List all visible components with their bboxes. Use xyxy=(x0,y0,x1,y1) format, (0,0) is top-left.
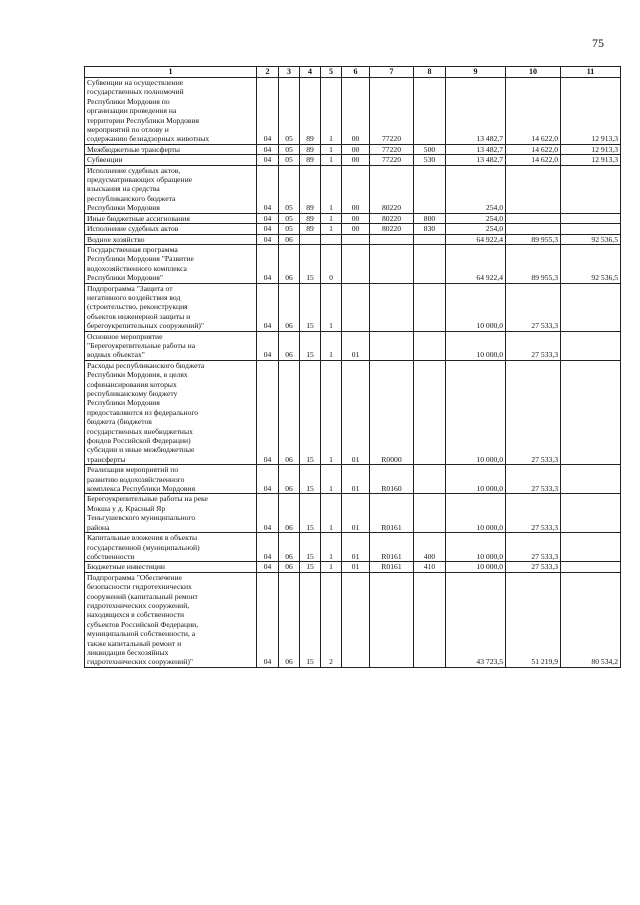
column-header: 7 xyxy=(370,67,414,78)
code-measure: 01 xyxy=(342,533,370,562)
row-name: Исполнение судебных актов xyxy=(85,224,257,234)
code-program: 15 xyxy=(300,244,321,283)
page-number: 75 xyxy=(592,36,604,50)
amount-year-2: 14 622,0 xyxy=(506,155,561,165)
code-subprogram: 0 xyxy=(321,244,342,283)
code-subsection: 05 xyxy=(279,78,300,145)
code-direction: R0160 xyxy=(370,465,414,494)
code-subprogram: 1 xyxy=(321,78,342,145)
amount-year-2 xyxy=(506,224,561,234)
amount-year-1: 10 000,0 xyxy=(446,283,506,331)
amount-year-1: 254,0 xyxy=(446,213,506,223)
code-expense-type xyxy=(414,465,446,494)
code-subsection: 05 xyxy=(279,165,300,213)
amount-year-1: 43 723,5 xyxy=(446,572,506,667)
code-program: 15 xyxy=(300,331,321,360)
code-program: 15 xyxy=(300,494,321,533)
table-row xyxy=(85,165,621,213)
code-measure: 00 xyxy=(342,144,370,154)
code-expense-type xyxy=(414,360,446,464)
row-name: Государственная программа Республики Мордовия "Развитие водохозяйственного комплекса Республики Мордовия" xyxy=(85,244,257,283)
code-subsection: 05 xyxy=(279,213,300,223)
code-subprogram: 1 xyxy=(321,331,342,360)
amount-year-1: 254,0 xyxy=(446,165,506,213)
amount-year-2: 14 622,0 xyxy=(506,78,561,145)
amount-year-3 xyxy=(561,331,621,360)
code-expense-type: 800 xyxy=(414,213,446,223)
column-header: 9 xyxy=(446,67,506,78)
code-expense-type: 410 xyxy=(414,562,446,572)
code-subsection: 06 xyxy=(279,331,300,360)
code-direction: 77220 xyxy=(370,155,414,165)
amount-year-2 xyxy=(506,213,561,223)
table-row xyxy=(85,213,621,223)
code-measure: 01 xyxy=(342,494,370,533)
code-section: 04 xyxy=(257,234,279,244)
code-subsection: 06 xyxy=(279,234,300,244)
amount-year-2: 51 219,9 xyxy=(506,572,561,667)
code-expense-type xyxy=(414,244,446,283)
code-direction xyxy=(370,572,414,667)
row-name: Бюджетные инвестиции xyxy=(85,562,257,572)
code-measure: 01 xyxy=(342,360,370,464)
code-program: 15 xyxy=(300,360,321,464)
amount-year-3: 80 534,2 xyxy=(561,572,621,667)
amount-year-3: 12 913,3 xyxy=(561,144,621,154)
code-measure: 01 xyxy=(342,331,370,360)
code-direction: R0161 xyxy=(370,494,414,533)
code-measure: 00 xyxy=(342,155,370,165)
table-row xyxy=(85,234,621,244)
code-direction: R0161 xyxy=(370,533,414,562)
column-header: 10 xyxy=(506,67,561,78)
code-section: 04 xyxy=(257,165,279,213)
amount-year-1: 13 482,7 xyxy=(446,144,506,154)
code-section: 04 xyxy=(257,562,279,572)
amount-year-2: 89 955,3 xyxy=(506,244,561,283)
code-program: 15 xyxy=(300,533,321,562)
code-program: 89 xyxy=(300,78,321,145)
code-subsection: 05 xyxy=(279,224,300,234)
code-expense-type xyxy=(414,78,446,145)
code-subprogram xyxy=(321,234,342,244)
code-subsection: 06 xyxy=(279,360,300,464)
code-section: 04 xyxy=(257,155,279,165)
code-expense-type: 400 xyxy=(414,533,446,562)
amount-year-3: 12 913,3 xyxy=(561,78,621,145)
table-row xyxy=(85,283,621,331)
column-header: 11 xyxy=(561,67,621,78)
code-expense-type: 530 xyxy=(414,155,446,165)
code-program xyxy=(300,234,321,244)
amount-year-2: 27 533,3 xyxy=(506,360,561,464)
code-measure xyxy=(342,283,370,331)
amount-year-3 xyxy=(561,224,621,234)
row-name: Субвенции на осуществление государственных полномочий Республики Мордовия по организации проведения на территории Республики Мордовия мероприятий по отлову и содержанию безнадзорных животных xyxy=(85,78,257,145)
amount-year-1: 10 000,0 xyxy=(446,533,506,562)
code-subsection: 06 xyxy=(279,572,300,667)
code-direction: R0161 xyxy=(370,562,414,572)
code-direction xyxy=(370,331,414,360)
code-subprogram: 1 xyxy=(321,283,342,331)
code-program: 89 xyxy=(300,155,321,165)
row-name: Субвенции xyxy=(85,155,257,165)
amount-year-3 xyxy=(561,533,621,562)
code-subprogram: 1 xyxy=(321,155,342,165)
code-subprogram: 1 xyxy=(321,360,342,464)
code-section: 04 xyxy=(257,360,279,464)
code-program: 89 xyxy=(300,165,321,213)
table-row xyxy=(85,562,621,572)
code-expense-type xyxy=(414,494,446,533)
code-measure: 01 xyxy=(342,562,370,572)
code-section: 04 xyxy=(257,144,279,154)
code-measure: 00 xyxy=(342,78,370,145)
code-expense-type xyxy=(414,283,446,331)
code-subprogram: 1 xyxy=(321,165,342,213)
code-expense-type xyxy=(414,331,446,360)
amount-year-1: 10 000,0 xyxy=(446,494,506,533)
code-expense-type: 830 xyxy=(414,224,446,234)
code-program: 89 xyxy=(300,213,321,223)
row-name: Водное хозяйство xyxy=(85,234,257,244)
code-subsection: 06 xyxy=(279,494,300,533)
code-direction: 77220 xyxy=(370,78,414,145)
code-direction xyxy=(370,244,414,283)
code-subprogram: 1 xyxy=(321,465,342,494)
code-program: 15 xyxy=(300,562,321,572)
row-name: Капитальные вложения в объекты государственной (муниципальной) собственности xyxy=(85,533,257,562)
code-direction: 80220 xyxy=(370,165,414,213)
table-row xyxy=(85,331,621,360)
code-subsection: 06 xyxy=(279,283,300,331)
table-row xyxy=(85,144,621,154)
code-direction: 80220 xyxy=(370,213,414,223)
table-row xyxy=(85,224,621,234)
amount-year-2: 27 533,3 xyxy=(506,562,561,572)
code-subsection: 06 xyxy=(279,465,300,494)
table-row xyxy=(85,533,621,562)
code-measure xyxy=(342,244,370,283)
code-direction: R0000 xyxy=(370,360,414,464)
amount-year-2: 27 533,3 xyxy=(506,494,561,533)
code-subprogram: 1 xyxy=(321,213,342,223)
amount-year-2: 27 533,3 xyxy=(506,533,561,562)
code-subprogram: 2 xyxy=(321,572,342,667)
row-name: Берегоукрепительные работы на реке Мокша у д. Красный Яр Теньгушевского муниципального района xyxy=(85,494,257,533)
code-subsection: 05 xyxy=(279,144,300,154)
column-header: 8 xyxy=(414,67,446,78)
table-row xyxy=(85,572,621,667)
amount-year-1: 10 000,0 xyxy=(446,562,506,572)
code-subprogram: 1 xyxy=(321,224,342,234)
table-body xyxy=(85,78,621,668)
code-section: 04 xyxy=(257,331,279,360)
amount-year-3: 92 536,5 xyxy=(561,244,621,283)
code-expense-type xyxy=(414,234,446,244)
amount-year-3 xyxy=(561,465,621,494)
row-name: Подпрограмма "Защита от негативного воздействия вод (строительство, реконструкция объектов инженерной защиты и берегоукрепительных сооружений)" xyxy=(85,283,257,331)
code-direction: 77220 xyxy=(370,144,414,154)
code-section: 04 xyxy=(257,572,279,667)
code-direction xyxy=(370,283,414,331)
code-subsection: 06 xyxy=(279,562,300,572)
amount-year-1: 13 482,7 xyxy=(446,155,506,165)
amount-year-1: 10 000,0 xyxy=(446,331,506,360)
amount-year-3 xyxy=(561,562,621,572)
row-name: Основное мероприятие "Берегоукрепительные работы на водных объектах" xyxy=(85,331,257,360)
amount-year-1: 10 000,0 xyxy=(446,360,506,464)
code-measure: 00 xyxy=(342,165,370,213)
amount-year-1: 10 000,0 xyxy=(446,465,506,494)
code-subprogram: 1 xyxy=(321,494,342,533)
amount-year-3 xyxy=(561,494,621,533)
column-header: 4 xyxy=(300,67,321,78)
amount-year-2: 14 622,0 xyxy=(506,144,561,154)
column-header: 3 xyxy=(279,67,300,78)
column-header: 6 xyxy=(342,67,370,78)
code-section: 04 xyxy=(257,465,279,494)
column-header: 5 xyxy=(321,67,342,78)
row-name: Расходы республиканского бюджета Республики Мордовия, в целях софинансирования которых республиканскому бюджету Республики Мордовия предоставляются из федерального бюджета (бюджетов государственных внебюджетных фондов Российской Федерации) субсидии и иные межбюджетные трансферты xyxy=(85,360,257,464)
amount-year-3 xyxy=(561,283,621,331)
amount-year-1: 254,0 xyxy=(446,224,506,234)
code-direction: 80220 xyxy=(370,224,414,234)
row-name: Иные бюджетные ассигнования xyxy=(85,213,257,223)
code-subsection: 06 xyxy=(279,244,300,283)
amount-year-3 xyxy=(561,165,621,213)
column-header: 1 xyxy=(85,67,257,78)
amount-year-3 xyxy=(561,213,621,223)
code-program: 15 xyxy=(300,465,321,494)
amount-year-1: 64 922,4 xyxy=(446,244,506,283)
table-row xyxy=(85,155,621,165)
table-row xyxy=(85,78,621,145)
amount-year-3 xyxy=(561,360,621,464)
code-section: 04 xyxy=(257,213,279,223)
row-name: Подпрограмма "Обеспечение безопасности гидротехнических сооружений (капитальный ремонт гидротехнических сооружений, находящихся в собственности субъектов Российской Федерации, муниципальной собственности, а также капитальный ремонт и ликвидация бесхозяйных гидротехнических сооружений)" xyxy=(85,572,257,667)
code-program: 15 xyxy=(300,283,321,331)
header-row xyxy=(85,67,621,78)
code-measure xyxy=(342,572,370,667)
code-measure: 00 xyxy=(342,224,370,234)
code-measure: 00 xyxy=(342,213,370,223)
code-section: 04 xyxy=(257,494,279,533)
code-expense-type xyxy=(414,572,446,667)
table-row xyxy=(85,465,621,494)
budget-table xyxy=(84,66,621,668)
table-row xyxy=(85,494,621,533)
amount-year-1: 13 482,7 xyxy=(446,78,506,145)
code-section: 04 xyxy=(257,224,279,234)
code-program: 89 xyxy=(300,224,321,234)
code-subprogram: 1 xyxy=(321,533,342,562)
code-program: 89 xyxy=(300,144,321,154)
code-section: 04 xyxy=(257,533,279,562)
table-row xyxy=(85,244,621,283)
code-program: 15 xyxy=(300,572,321,667)
amount-year-3: 92 536,5 xyxy=(561,234,621,244)
code-subsection: 06 xyxy=(279,533,300,562)
amount-year-2: 27 533,3 xyxy=(506,331,561,360)
row-name: Исполнение судебных актов, предусматривающих обращение взыскания на средства республиканского бюджета Республики Мордовия xyxy=(85,165,257,213)
code-subprogram: 1 xyxy=(321,144,342,154)
code-subprogram: 1 xyxy=(321,562,342,572)
code-measure: 01 xyxy=(342,465,370,494)
code-expense-type: 500 xyxy=(414,144,446,154)
amount-year-3: 12 913,3 xyxy=(561,155,621,165)
code-direction xyxy=(370,234,414,244)
amount-year-1: 64 922,4 xyxy=(446,234,506,244)
code-section: 04 xyxy=(257,283,279,331)
amount-year-2: 27 533,3 xyxy=(506,465,561,494)
amount-year-2: 27 533,3 xyxy=(506,283,561,331)
row-name: Реализация мероприятий по развитию водохозяйственного комплекса Республики Мордовия xyxy=(85,465,257,494)
code-expense-type xyxy=(414,165,446,213)
amount-year-2: 89 955,3 xyxy=(506,234,561,244)
amount-year-2 xyxy=(506,165,561,213)
code-subsection: 05 xyxy=(279,155,300,165)
column-header: 2 xyxy=(257,67,279,78)
row-name: Межбюджетные трансферты xyxy=(85,144,257,154)
code-section: 04 xyxy=(257,78,279,145)
table-row xyxy=(85,360,621,464)
code-measure xyxy=(342,234,370,244)
code-section: 04 xyxy=(257,244,279,283)
